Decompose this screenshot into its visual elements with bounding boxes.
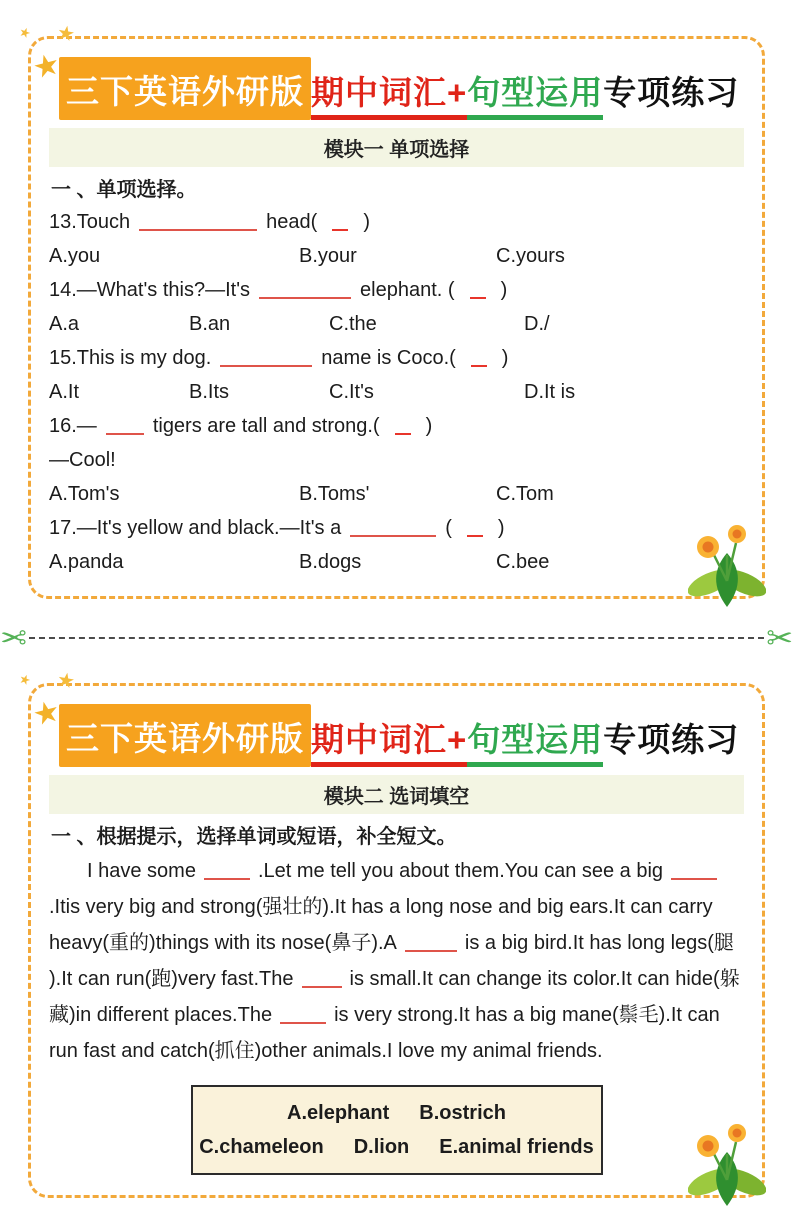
answer-blank[interactable] [471, 352, 487, 367]
fill-blank[interactable] [204, 861, 250, 880]
passage-line [49, 961, 744, 997]
option-item: A.a [49, 313, 80, 335]
text-segment: 14.—What's this?—It's [49, 279, 251, 301]
question-prompt [49, 342, 744, 374]
scissors-icon: ✂ [0, 620, 27, 656]
question-prompt [49, 206, 744, 238]
word-bank [191, 1085, 603, 1175]
option-item: A.It [49, 381, 80, 403]
star-icon: ★ [16, 670, 34, 689]
scissors-icon: ✂ [766, 620, 793, 656]
options-row [49, 308, 744, 340]
text-segment: heavy(重的)things with its nose(鼻子).A [49, 932, 397, 954]
fill-blank[interactable] [280, 1005, 326, 1024]
word-bank-item: B.ostrich [419, 1102, 506, 1124]
option-item: C.bee [496, 551, 550, 573]
worksheet-title [59, 704, 744, 767]
question-prompt [49, 512, 744, 544]
text-segment: is small.It can change its color.It can hide(躲 [349, 968, 740, 990]
worksheet-card-1 [16, 21, 765, 599]
text-segment: run fast and catch(抓住)other animals.I love my animal friends. [49, 1040, 603, 1062]
passage-line [49, 889, 744, 925]
word-bank-item: E.animal friends [439, 1136, 594, 1158]
title-segment-green: 句型运用 [467, 67, 603, 120]
answer-blank[interactable] [467, 522, 483, 537]
text-segment: name is Coco.( [321, 347, 456, 369]
star-icon: ★ [29, 694, 64, 733]
option-item: B.an [189, 313, 231, 335]
fill-blank[interactable] [350, 518, 436, 537]
text-segment: 17.—It's yellow and black.—It's a [49, 517, 342, 539]
title-segment-red: 期中词汇+ [311, 67, 467, 120]
star-icon: ★ [55, 668, 77, 694]
text-segment: head( [266, 211, 318, 233]
option-item: C.yours [496, 245, 565, 267]
text-segment: is a big bird.It has long legs(腿 [464, 932, 734, 954]
option-item: D.It is [524, 381, 576, 403]
option-item: C.It's [329, 381, 374, 403]
title-segment-highlight: 三下英语外研版 [59, 57, 311, 120]
title-segment-black: 专项练习 [603, 74, 740, 111]
passage-line [49, 925, 744, 961]
options-row [49, 376, 744, 408]
answer-blank[interactable] [395, 420, 411, 435]
answer-blank[interactable] [332, 216, 348, 231]
question-prompt [49, 410, 744, 442]
text-segment: ( [445, 517, 452, 539]
text-segment: ) [500, 279, 508, 301]
word-bank-item: A.elephant [287, 1102, 390, 1124]
module2-banner: 模块二 选词填空 [49, 775, 744, 814]
title-segment-green: 句型运用 [467, 714, 603, 767]
module2-instruction: 一 、根据提示，选择单词或短语，补全短文。 [51, 826, 457, 848]
option-item: B.Toms' [299, 483, 370, 505]
text-segment: ) [363, 211, 370, 233]
text-segment: 15.This is my dog. [49, 347, 212, 369]
answer-blank[interactable] [470, 284, 486, 299]
cut-line [0, 615, 793, 661]
text-segment: is very strong.It has a big mane(鬃毛).It can [334, 1004, 720, 1026]
option-item: C.Tom [496, 483, 554, 505]
title-segment-red: 期中词汇+ [311, 714, 467, 767]
title-segment-highlight: 三下英语外研版 [59, 704, 311, 767]
passage-line [49, 853, 744, 889]
star-icon: ★ [55, 21, 77, 47]
option-item: A.Tom's [49, 483, 120, 505]
text-segment: .Let me tell you about them.You can see a big [257, 860, 664, 882]
option-item: B.dogs [299, 551, 362, 573]
cut-dashed-line [29, 637, 764, 639]
option-item: A.you [49, 245, 101, 267]
passage [49, 853, 744, 1069]
passage-line [49, 997, 744, 1033]
module1-section-heading: 一 、单项选择。 [51, 179, 197, 201]
word-bank-row [199, 1130, 594, 1164]
text-segment: elephant. ( [360, 279, 455, 301]
fill-blank[interactable] [302, 969, 342, 988]
option-item: B.your [299, 245, 357, 267]
text-segment: I have some [87, 860, 196, 882]
fill-blank[interactable] [405, 933, 457, 952]
option-item: C.the [329, 313, 377, 335]
question-prompt [49, 274, 744, 306]
title-segment-black: 专项练习 [603, 721, 740, 758]
text-segment: 13.Touch [49, 211, 131, 233]
text-segment: ) [497, 517, 505, 539]
questions-list [49, 206, 744, 578]
text-segment: ) [425, 415, 433, 437]
text-segment: 藏)in different places.The [49, 1004, 273, 1026]
text-segment: 16.— [49, 415, 97, 437]
text-segment: ) [501, 347, 509, 369]
star-icon: ★ [29, 47, 64, 86]
text-segment: tigers are tall and strong.( [152, 415, 380, 437]
fill-blank[interactable] [259, 280, 351, 299]
word-bank-row [203, 1096, 591, 1130]
module1-banner: 模块一 单项选择 [49, 128, 744, 167]
question-prompt-extra: —Cool! [49, 449, 116, 471]
star-icon: ★ [16, 23, 34, 42]
option-item: A.panda [49, 551, 124, 573]
option-item: B.Its [189, 381, 230, 403]
text-segment: ).It can run(跑)very fast.The [49, 968, 294, 990]
fill-blank[interactable] [139, 212, 257, 231]
options-row [49, 546, 744, 578]
fill-blank[interactable] [671, 861, 717, 880]
options-row [49, 240, 744, 272]
fill-blank[interactable] [220, 348, 312, 367]
passage-line [49, 1033, 744, 1069]
worksheet-title [59, 57, 744, 120]
text-segment: .Itis very big and strong(强壮的).It has a long nose and big ears.It can carry [49, 896, 713, 918]
fill-blank[interactable] [106, 416, 144, 435]
options-row [49, 478, 744, 510]
flower-icon [688, 1120, 766, 1211]
word-bank-item: D.lion [353, 1136, 410, 1158]
option-item: D./ [524, 313, 550, 335]
word-bank-item: C.chameleon [199, 1136, 324, 1158]
